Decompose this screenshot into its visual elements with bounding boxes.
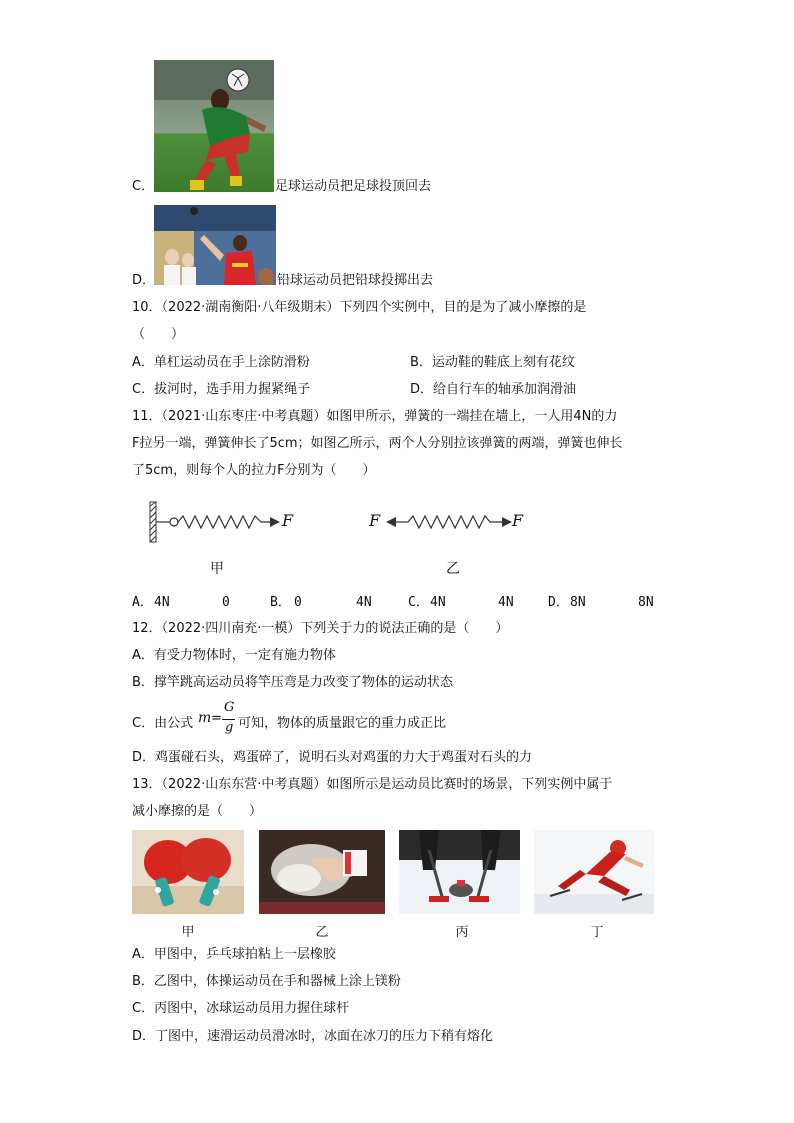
q10-stem-line1: 10．（2022·湖南衡阳·八年级期末）下列四个实例中，目的是为了减小摩擦的是 <box>132 300 587 315</box>
q11-option-a-v2: 0 <box>222 595 230 610</box>
q10-stem-line2: （ ） <box>132 327 185 342</box>
q11-option-a-letter: A． <box>132 595 153 610</box>
q13-option-c: C．丙图中，冰球运动员用力握住球杆 <box>132 1001 350 1016</box>
q11-options-row <box>132 594 672 612</box>
q13-stem-line2: 减小摩擦的是（ ） <box>132 804 263 819</box>
q13-option-d: D．丁图中，速滑运动员滑冰时，冰面在冰刀的压力下稍有熔化 <box>132 1029 494 1044</box>
force-label-yi-left: F <box>369 511 381 530</box>
q12-stem: 12．（2022·四川南充·一模）下列关于力的说法正确的是（ ） <box>132 621 509 636</box>
option-d-text: 铅球运动员把铅球投掷出去 <box>277 273 434 288</box>
football-player-photo <box>154 60 274 192</box>
gymnast-chalk-hands-photo <box>259 830 385 914</box>
q13-caption-jia: 甲 <box>181 925 195 940</box>
q11-stem-line3: 了5cm，则每个人的拉力F分别为（ ） <box>132 463 376 478</box>
q12-option-d: D．鸡蛋碰石头，鸡蛋碎了，说明石头对鸡蛋的力大于鸡蛋对石头的力 <box>132 750 533 765</box>
option-c-text: 足球运动员把足球投顶回去 <box>275 179 432 194</box>
force-label-jia: F <box>282 511 294 530</box>
shot-put-athlete-photo <box>154 205 276 285</box>
q10-option-a: A．单杠运动员在手上涂防滑粉 <box>132 355 310 370</box>
q13-caption-ding: 丁 <box>590 925 604 940</box>
q13-caption-bing: 丙 <box>455 925 469 940</box>
q13-stem-line1: 13．（2022·山东东营·中考真题）如图所示是运动员比赛时的场景，下列实例中属于 <box>132 777 613 792</box>
q12-option-c-prefix: C．由公式 <box>132 716 194 731</box>
q10-option-d: D．给自行车的轴承加润滑油 <box>410 382 577 397</box>
figure-caption-yi: 乙 <box>446 561 460 577</box>
ping-pong-paddles-photo <box>132 830 244 914</box>
q11-option-b-letter: B． <box>270 595 291 610</box>
q10-option-b: B．运动鞋的鞋底上刻有花纹 <box>410 355 575 370</box>
speed-skater-photo <box>534 830 654 914</box>
q11-option-c-v1: 4N <box>430 595 446 610</box>
q11-option-c-v2: 4N <box>498 595 514 610</box>
force-label-yi-right: F <box>512 511 524 530</box>
q11-stem-line1: 11．（2021·山东枣庄·中考真题）如图甲所示，弹簧的一端挂在墙上，一人用4N的力 <box>132 409 618 424</box>
q11-option-a-v1: 4N <box>154 595 170 610</box>
formula-denominator: g <box>225 720 234 735</box>
q11-option-b-v1: 0 <box>294 595 302 610</box>
formula-numerator: G <box>224 700 235 715</box>
figure-caption-jia: 甲 <box>210 561 224 577</box>
q11-option-c-letter: C． <box>408 595 429 610</box>
q13-option-a: A．甲图中，乒乓球拍粘上一层橡胶 <box>132 947 336 962</box>
option-d-letter: D． <box>132 273 156 288</box>
q11-option-b-v2: 4N <box>356 595 372 610</box>
spring-figure-yi <box>380 508 520 538</box>
q11-option-d-v2: 8N <box>638 595 654 610</box>
option-c-letter: C． <box>132 179 155 194</box>
q12-option-a: A．有受力物体时，一定有施力物体 <box>132 648 336 663</box>
q11-option-d-v1: 8N <box>570 595 586 610</box>
q12-option-c-suffix: 可知，物体的质量跟它的重力成正比 <box>238 716 447 731</box>
formula-m: m <box>198 710 212 726</box>
curling-photo <box>399 830 520 914</box>
q11-stem-line2: F拉另一端，弹簧伸长了5cm；如图乙所示，两个人分别拉该弹簧的两端，弹簧也伸长 <box>132 436 623 451</box>
q10-option-c: C．拔河时，选手用力握紧绳子 <box>132 382 311 397</box>
q13-option-b: B．乙图中，体操运动员在手和器械上涂上镁粉 <box>132 974 401 989</box>
q12-option-b: B．撑竿跳高运动员将竿压弯是力改变了物体的运动状态 <box>132 675 453 690</box>
formula-equals: = <box>211 711 222 726</box>
q13-caption-yi: 乙 <box>315 925 329 940</box>
q11-option-d-letter: D． <box>548 595 569 610</box>
